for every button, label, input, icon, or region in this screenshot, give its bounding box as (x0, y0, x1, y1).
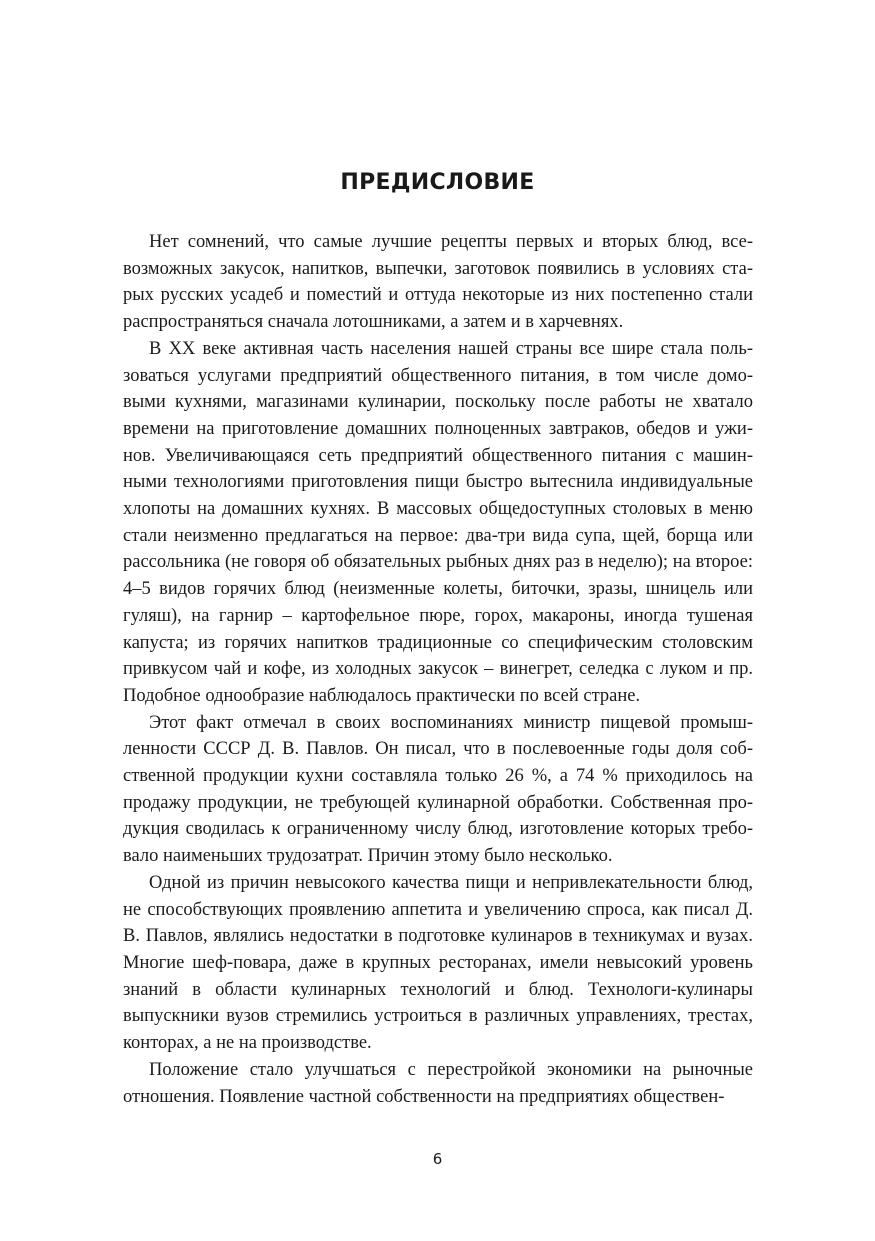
paragraph: Нет сомнений, что самые лучшие рецепты первых и вторых блюд, всевозможных закусок, напитков, выпечки, заготовок появились в условиях старых русских усадеб и поместий и оттуда некоторые из них постепенно стали распространяться сначала лотошниками, а затем и в харчевнях. (123, 232, 753, 333)
paragraph: В XX веке активная часть населения нашей страны все шире стала пользоваться услугами предприятий общественного питания, в том числе домовыми кухнями, магазинами кулинарии, поскольку после работы не хватало времени на приготовление домашних полноценных завтраков, обедов и ужинов. Увеличивающаяся сеть предприятий общественного питания с машинными технологиями приготовления пищи быстро вытеснила индивидуальные хлопоты на домашних кухнях. В массовых общедоступных столовых в меню стали неизменно предлагаться на первое: два-три вида супа, щей, борща или рассольника (не говоря об обязательных рыбных днях раз в неделю); на второе: 4–5 видов горячих блюд (неизменные колеты, биточки, зразы, шницель или гуляш), на гарнир – картофельное пюре, горох, макароны, иногда тушеная капуста; из горячих напитков традиционные со специфическим столовским привкусом чай и кофе, из холодных закусок – винегрет, селедка с луком и пр. Подобное однообразие наблюдалось практически по всей стране. (123, 338, 753, 706)
paragraph: Положение стало улучшаться с перестройкой экономики на рыночные отношения. Появление частной собственности на предприятиях обществен- (123, 1059, 753, 1107)
paragraph: Этот факт отмечал в своих воспоминаниях министр пищевой промышленности СССР Д. В. Павлов. Он писал, что в послевоенные годы доля собственной продукции кухни составляла только 26 %, а 74 % приходилось на продажу продукции, не требующей кулинарной обработки. Собственная продукция сводилась к ограниченному числу блюд, изготовление которых требовало наименьших трудозатрат. Причин этому было несколько. (123, 712, 753, 867)
page-title: ПРЕДИСЛОВИЕ (340, 170, 535, 195)
paragraph: Одной из причин невысокого качества пищи и непривлекательности блюд, не способствующих проявлению аппетита и увеличению спроса, как писал Д. В. Павлов, являлись недостатки в подготовке кулинаров в техникумах и вузах. Многие шеф-повара, даже в крупных ресторанах, имели невысокий уровень знаний в области кулинарных технологий и блюд. Технологи-кулинары выпускники вузов стремились устроиться в различных управлениях, трестах, конторах, а не на производстве. (123, 872, 753, 1054)
body-text (123, 229, 753, 1110)
page-number: 6 (432, 1150, 443, 1168)
